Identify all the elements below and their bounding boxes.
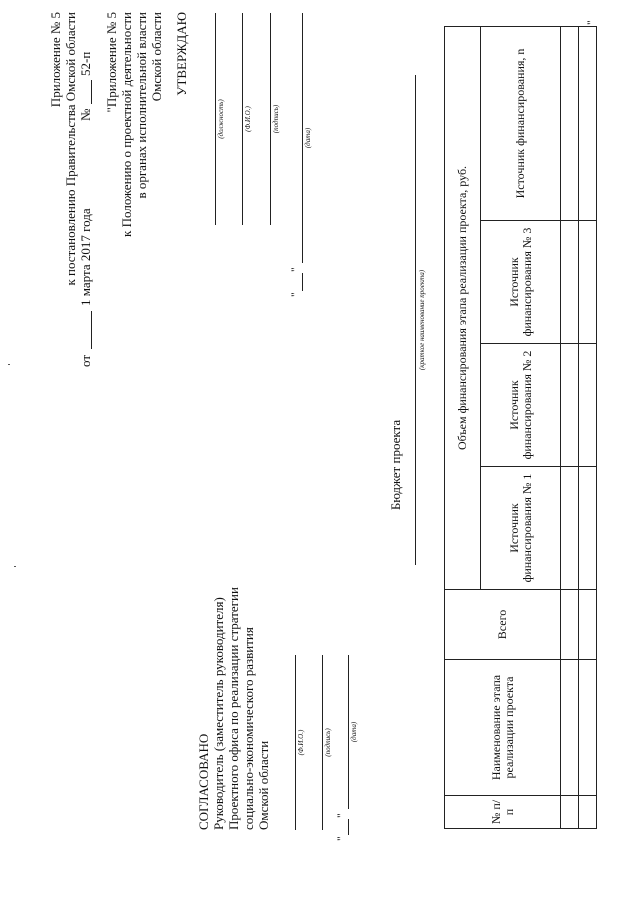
table-cell bbox=[561, 344, 579, 467]
approve-quote-open: " bbox=[290, 292, 302, 297]
decree-date: 1 марта 2017 года bbox=[78, 208, 93, 306]
agree-name-caption: (Ф.И.О.) bbox=[297, 729, 305, 756]
regulation-line-2: в органах исполнительной власти bbox=[134, 12, 149, 199]
table-row bbox=[561, 26, 579, 828]
agree-day-line bbox=[348, 819, 349, 835]
table-cell bbox=[579, 590, 597, 660]
agree-signature-caption: (подпись) bbox=[324, 728, 332, 757]
regulation-appendix: "Приложение № 5 bbox=[104, 12, 119, 113]
approve-signature-line bbox=[270, 13, 271, 225]
table-cell bbox=[579, 796, 597, 829]
decree-number: 52-п bbox=[78, 51, 93, 76]
agree-line-3: социально-экономического развития bbox=[241, 627, 256, 830]
approve-day-line bbox=[302, 273, 303, 291]
budget-project-name-caption: (краткое наименование проекта) bbox=[418, 269, 426, 371]
table-cell bbox=[579, 221, 597, 344]
decree-number-blank bbox=[91, 80, 92, 104]
agree-name-line bbox=[295, 655, 296, 830]
table-cell bbox=[561, 590, 579, 660]
col-header-total: Всего bbox=[445, 590, 561, 660]
agree-date-caption: (дата) bbox=[350, 721, 358, 743]
approve-signature-caption: (подпись) bbox=[272, 104, 280, 134]
agree-title: СОГЛАСОВАНО bbox=[196, 733, 211, 830]
agree-quote-open: " bbox=[336, 836, 348, 841]
approve-position-caption: (должность) bbox=[217, 99, 225, 139]
decree-line: к постановлению Правительства Омской области bbox=[63, 12, 78, 286]
decree-from-blank bbox=[91, 311, 92, 349]
col-header-source-1: Источник финансирования № 1 bbox=[481, 467, 561, 590]
closing-quote: " bbox=[586, 20, 598, 25]
agree-line-1: Руководитель (заместитель руководителя) bbox=[211, 597, 226, 830]
agree-quote-close: " bbox=[336, 813, 348, 818]
approve-name-caption: (Ф.И.О.) bbox=[244, 106, 252, 132]
table-row bbox=[579, 26, 597, 828]
table-cell bbox=[561, 660, 579, 796]
agree-date-line bbox=[348, 655, 349, 809]
decree-number-label: № bbox=[78, 108, 93, 121]
col-header-source-3: Источник финансирования № 3 bbox=[481, 221, 561, 344]
approve-position-line bbox=[215, 13, 216, 225]
budget-title: Бюджет проекта bbox=[388, 419, 403, 511]
table-cell bbox=[579, 26, 597, 220]
col-header-financing-group: Объем финансирования этапа реализации проекта, руб. bbox=[445, 26, 481, 589]
approve-name-line bbox=[242, 13, 243, 225]
decree-from-label: от bbox=[78, 354, 93, 367]
col-header-source-2: Источник финансирования № 2 bbox=[481, 344, 561, 467]
col-header-number: № п/п bbox=[445, 796, 561, 829]
table-cell bbox=[561, 467, 579, 590]
approve-title: УТВЕРЖДАЮ bbox=[174, 12, 189, 96]
agree-line-4: Омской области bbox=[256, 740, 271, 830]
regulation-line-3: Омской области bbox=[149, 12, 164, 102]
table-cell bbox=[561, 796, 579, 829]
table-cell bbox=[561, 26, 579, 220]
scan-speck bbox=[14, 566, 16, 567]
scan-speck bbox=[8, 364, 10, 365]
appendix-label: Приложение № 5 bbox=[48, 12, 63, 108]
col-header-source-n: Источник финансирования, n bbox=[481, 26, 561, 220]
budget-project-name-line bbox=[415, 75, 416, 565]
table-cell bbox=[579, 660, 597, 796]
agree-line-2: Проектного офиса по реализации стратегии bbox=[226, 587, 241, 830]
budget-table bbox=[444, 26, 597, 829]
table-cell bbox=[579, 344, 597, 467]
col-header-stage: Наименование этапа реализации проекта bbox=[445, 660, 561, 796]
table-cell bbox=[579, 467, 597, 590]
agree-signature-line bbox=[322, 655, 323, 830]
regulation-line-1: к Положению о проектной деятельности bbox=[119, 12, 134, 237]
approve-quote-close: " bbox=[290, 267, 302, 272]
approve-date-line bbox=[302, 13, 303, 263]
table-cell bbox=[561, 221, 579, 344]
approve-date-caption: (дата) bbox=[304, 127, 312, 149]
